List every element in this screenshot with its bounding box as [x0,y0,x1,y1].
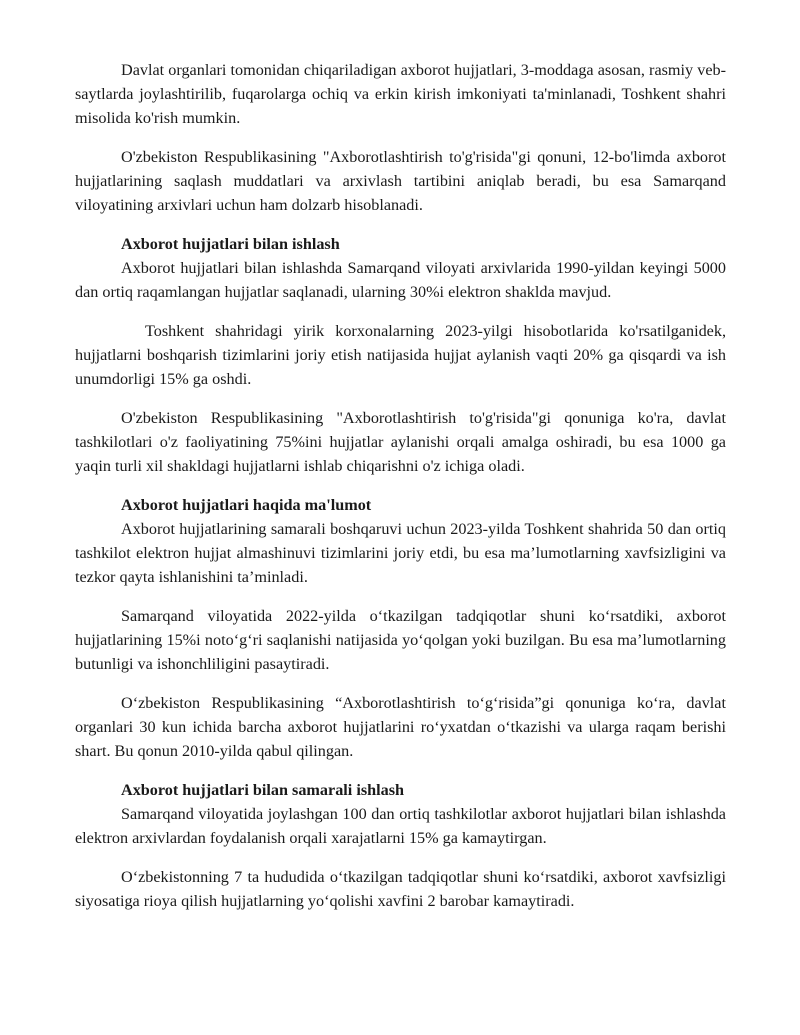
section-heading: Axborot hujjatlari bilan samarali ishlash [121,781,405,799]
paragraph: O'zbekiston Respublikasining "Axborotlashtirish to'g'risida"gi qonuniga ko'ra, davlat tashkilotlari o'z faoliyatining 75%ini hujjatlar aylanishi orqali amalga oshiradi, bu esa 1000 ga yaqin turli xil shakldagi hujjatlarni ishlab chiqarishni o'z ichiga oladi. [75,409,726,475]
paragraph: O‘zbekiston Respublikasining “Axborotlashtirish to‘g‘risida”gi qonuniga ko‘ra, davlat organlari 30 kun ichida barcha axborot hujjatlarini ro‘yxatdan o‘tkazishi va ularga raqam berishi shart. Bu qonun 2010-yilda qabul qilingan. [75,694,726,760]
paragraph: Davlat organlari tomonidan chiqariladigan axborot hujjatlari, 3-moddaga asosan, rasmiy veb-saytlarda joylashtirilib, fuqarolarga ochiq va erkin kirish imkoniyati ta'minlanadi, Toshkent shahri misolida ko'rish mumkin. [75,61,726,127]
section-heading: Axborot hujjatlari haqida ma'lumot [121,496,372,514]
paragraph: Axborot hujjatlari bilan ishlashda Samarqand viloyati arxivlarida 1990-yildan keyingi 5000 dan ortiq raqamlangan hujjatlar saqlanadi, ularning 30%i elektron shaklda mavjud. [75,259,726,301]
paragraph: Samarqand viloyatida 2022-yilda o‘tkazilgan tadqiqotlar shuni ko‘rsatdiki, axborot hujjatlarining 15%i noto‘g‘ri saqlanishi natijasida yo‘qolgan yoki buzilgan. Bu esa ma’lumotlarning butunligi va ishonchliligini pasaytiradi. [75,607,726,673]
document-page [75,58,726,913]
paragraph: Samarqand viloyatida joylashgan 100 dan ortiq tashkilotlar axborot hujjatlari bilan ishlashda elektron arxivlardan foydalanish orqali xarajatlarni 15% ga kamaytirgan. [75,805,726,847]
paragraph: O‘zbekistonning 7 ta hududida o‘tkazilgan tadqiqotlar shuni ko‘rsatdiki, axborot xavfsizligi siyosatiga rioya qilish hujjatlarning yo‘qolishi xavfini 2 barobar kamaytiradi. [75,868,726,910]
paragraph: Toshkent shahridagi yirik korxonalarning 2023-yilgi hisobotlarida ko'rsatilganidek, hujjatlarni boshqarish tizimlarini joriy etish natijasida hujjat aylanish vaqti 20% ga qisqardi va ish unumdorligi 15% ga oshdi. [75,322,726,388]
paragraph: O'zbekiston Respublikasining "Axborotlashtirish to'g'risida"gi qonuni, 12-bo'limda axborot hujjatlarining saqlash muddatlari va arxivlash tartibini aniqlab beradi, bu esa Samarqand viloyatining arxivlari uchun ham dolzarb hisoblanadi. [75,148,726,214]
paragraph: Axborot hujjatlarining samarali boshqaruvi uchun 2023-yilda Toshkent shahrida 50 dan ortiq tashkilot elektron hujjat almashinuvi tizimlarini joriy etdi, bu esa ma’lumotlarning xavfsizligini va tezkor qayta ishlanishini ta’minladi. [75,520,726,586]
section-heading: Axborot hujjatlari bilan ishlash [121,235,340,253]
